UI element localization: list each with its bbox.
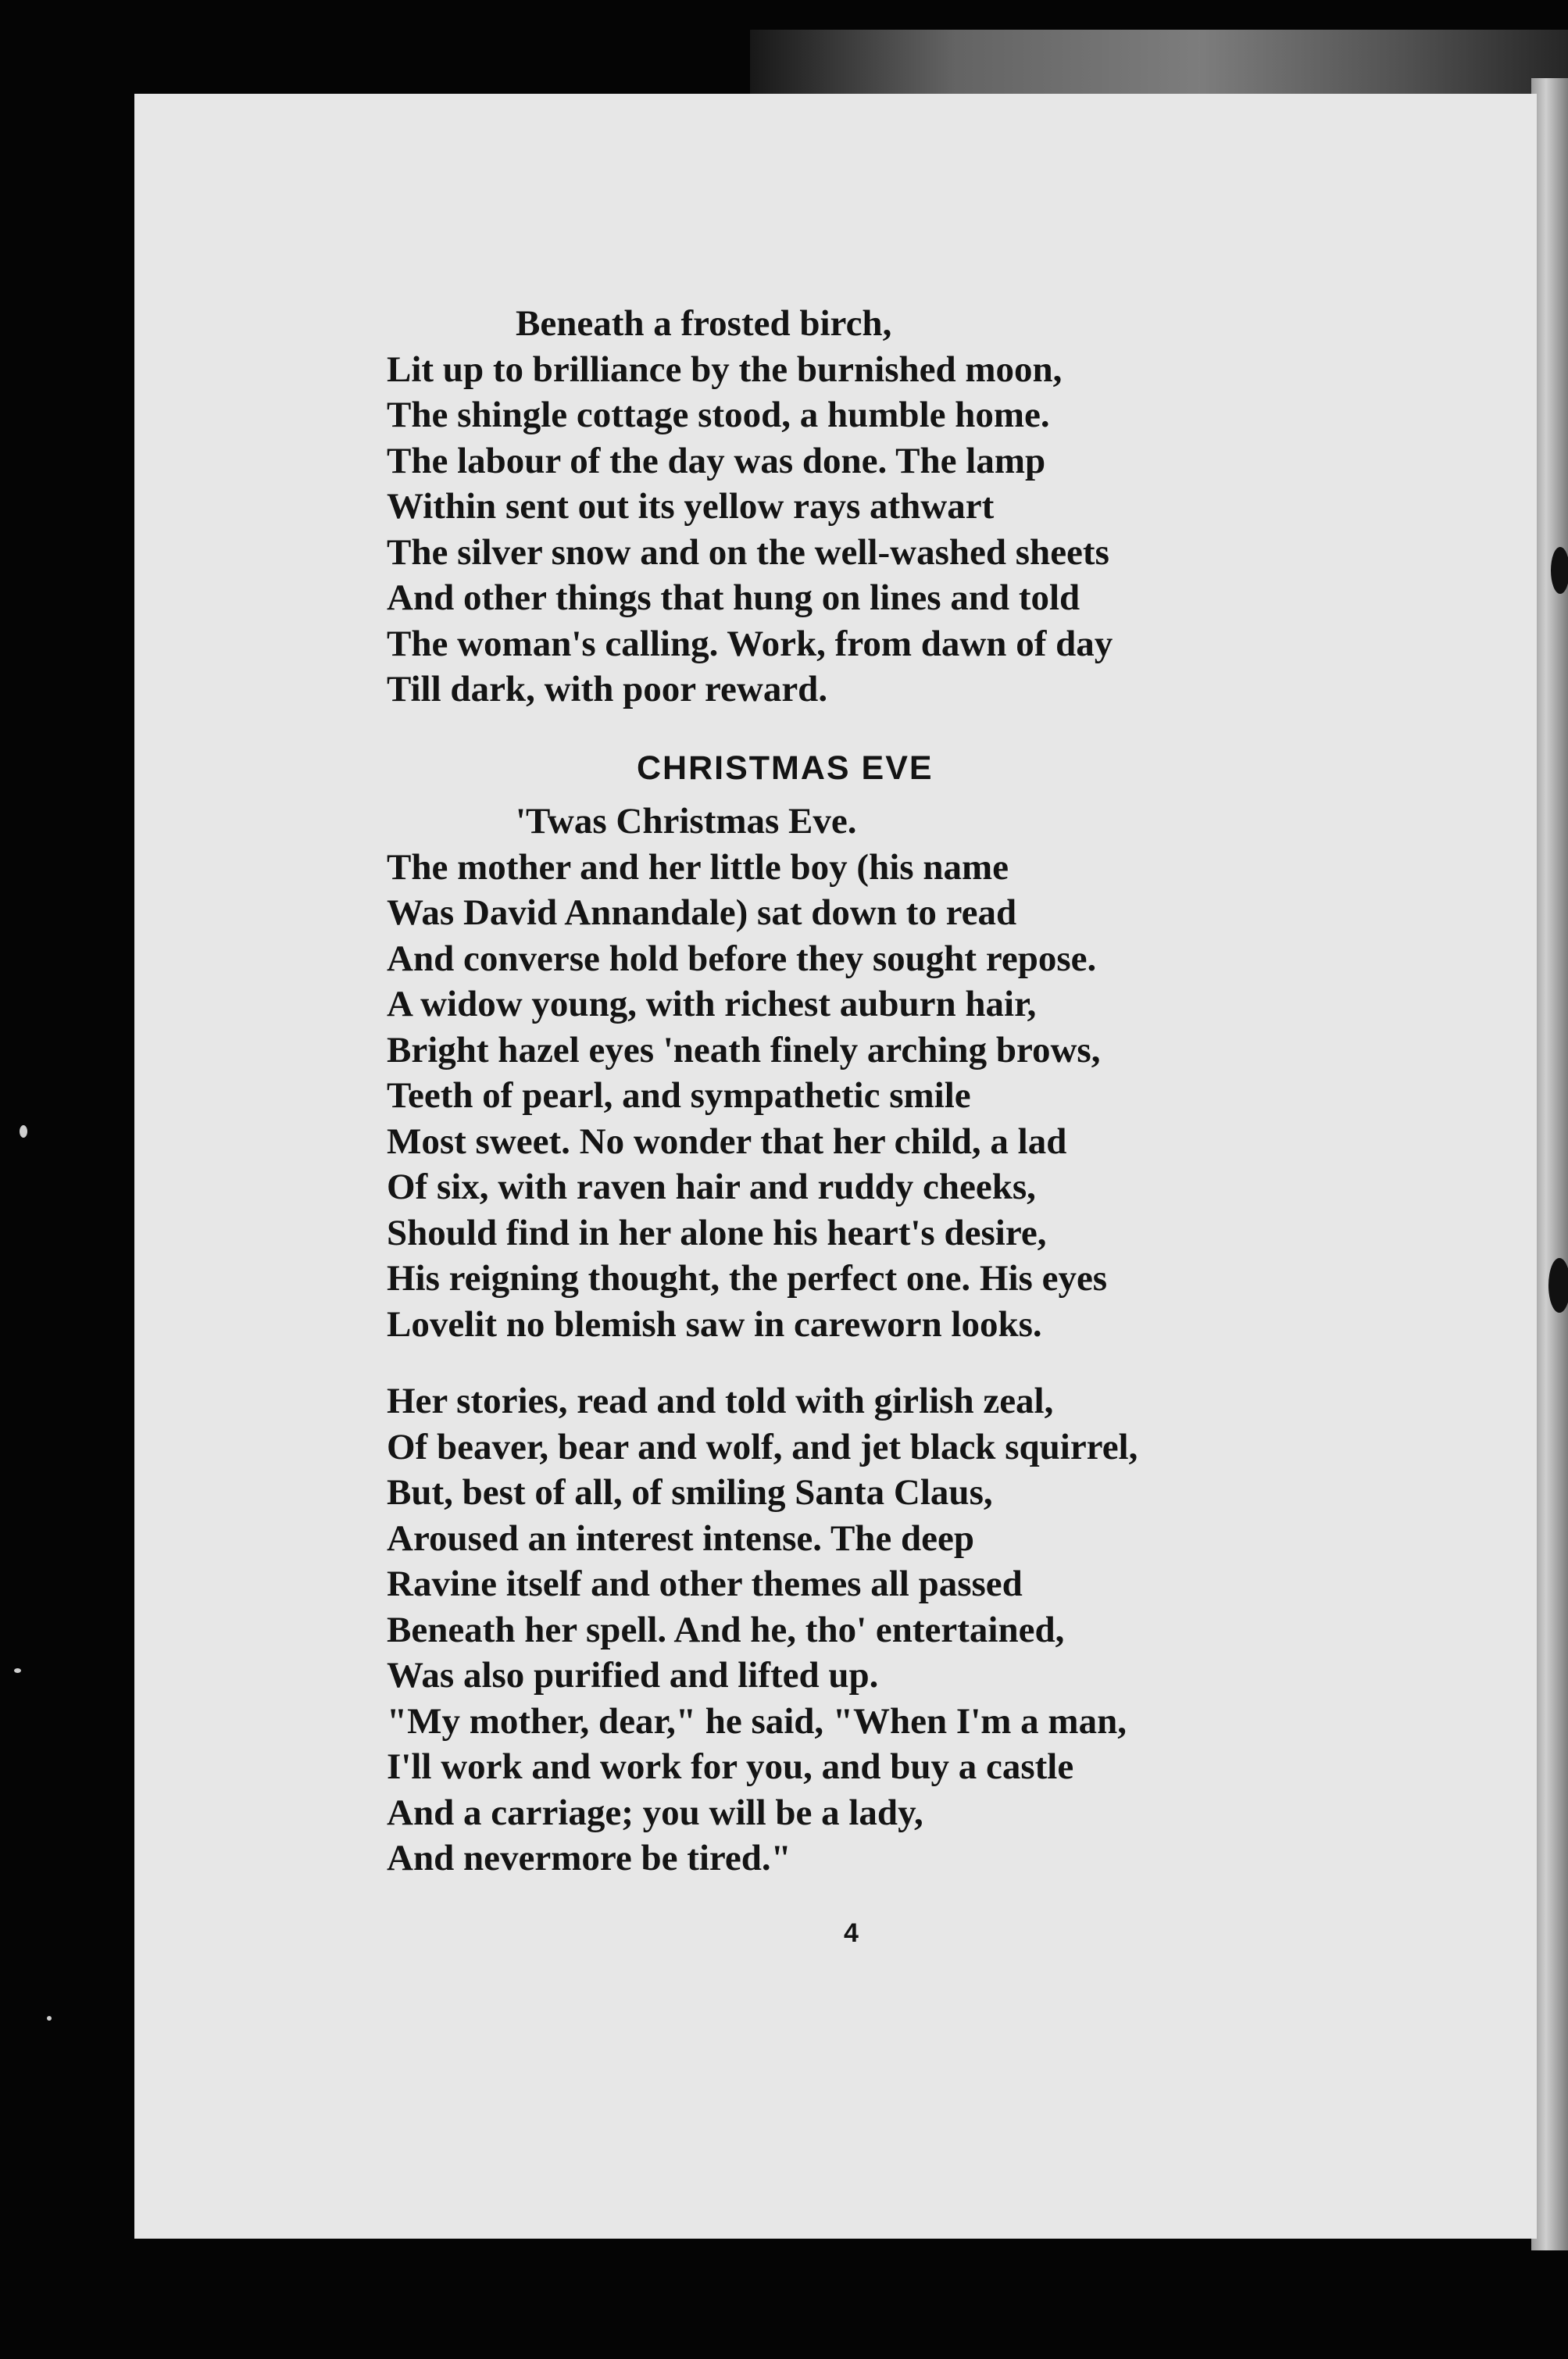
stanza-three xyxy=(387,1378,1441,1882)
poem-line: Lovelit no blemish saw in careworn looks. xyxy=(387,1303,1042,1345)
section-title: CHRISTMAS EVE xyxy=(637,749,934,787)
poem-line: But, best of all, of smiling Santa Claus, xyxy=(387,1472,993,1513)
poem-line: 'Twas Christmas Eve. xyxy=(516,801,857,842)
stanza-gap xyxy=(387,1347,1441,1378)
poem-line: And other things that hung on lines and told xyxy=(387,577,1080,618)
poem-line: His reigning thought, the perfect one. His eyes xyxy=(387,1258,1108,1299)
binding-mark xyxy=(1548,1258,1568,1313)
poem-line: The shingle cottage stood, a humble home. xyxy=(387,395,1050,435)
poem-line: Her stories, read and told with girlish zeal, xyxy=(387,1381,1054,1421)
poem-line: Was also purified and lifted up. xyxy=(387,1655,879,1696)
poem-line: And a carriage; you will be a lady, xyxy=(387,1792,923,1833)
scan-speck xyxy=(14,1668,21,1673)
stanza-intro xyxy=(387,301,1441,713)
page-number: 4 xyxy=(844,1918,859,1948)
scan-speck xyxy=(20,1125,27,1138)
poem-line: Teeth of pearl, and sympathetic smile xyxy=(387,1075,971,1116)
poem-line: Of six, with raven hair and ruddy cheeks, xyxy=(387,1167,1036,1207)
scan-speck xyxy=(47,2016,52,2021)
poem-line: Bright hazel eyes 'neath finely arching brows, xyxy=(387,1029,1101,1070)
poem-line: The labour of the day was done. The lamp xyxy=(387,440,1046,481)
poem-line: I'll work and work for you, and buy a castle xyxy=(387,1746,1074,1787)
poem-line: Beneath her spell. And he, tho' entertained, xyxy=(387,1609,1065,1650)
poem-line: Ravine itself and other themes all passed xyxy=(387,1564,1023,1604)
poem-line: Within sent out its yellow rays athwart xyxy=(387,486,995,527)
poem-line: Was David Annandale) sat down to read xyxy=(387,892,1017,933)
poem-line: The silver snow and on the well-washed sheets xyxy=(387,531,1109,573)
poem-line: And converse hold before they sought repose. xyxy=(387,938,1097,979)
poem-line: Lit up to brilliance by the burnished moon, xyxy=(387,348,1063,390)
poem-line: The mother and her little boy (his name xyxy=(387,846,1009,888)
poem-text xyxy=(387,301,1441,1882)
poem-line: The woman's calling. Work, from dawn of day xyxy=(387,623,1113,664)
poem-line: Till dark, with poor reward. xyxy=(387,669,828,709)
scan-right-edge xyxy=(1531,78,1568,2250)
poem-line: And nevermore be tired." xyxy=(387,1838,791,1878)
stanza-two xyxy=(387,799,1441,1347)
poem-line: Beneath a frosted birch, xyxy=(516,303,892,344)
poem-line: Of beaver, bear and wolf, and jet black squirrel, xyxy=(387,1426,1138,1467)
poem-line: Most sweet. No wonder that her child, a lad xyxy=(387,1121,1067,1162)
poem-line: "My mother, dear," he said, "When I'm a man, xyxy=(387,1700,1127,1742)
poem-line: A widow young, with richest auburn hair, xyxy=(387,984,1037,1024)
poem-line: Aroused an interest intense. The deep xyxy=(387,1517,975,1559)
binding-mark xyxy=(1551,547,1568,594)
poem-line: Should find in her alone his heart's desire, xyxy=(387,1212,1047,1253)
